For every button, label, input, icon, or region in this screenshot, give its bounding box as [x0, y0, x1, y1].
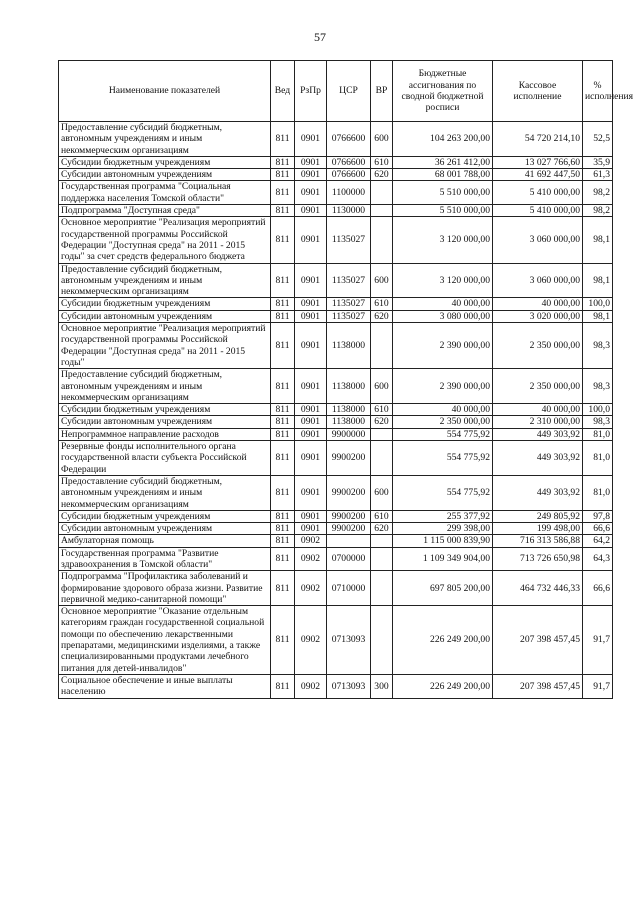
- row-csr: 0700000: [327, 547, 371, 571]
- table-row: [59, 169, 613, 181]
- row-csr: 0766600: [327, 156, 371, 168]
- row-budget: 226 249 200,00: [393, 674, 493, 698]
- row-ved: 811: [271, 535, 295, 547]
- row-budget: 255 377,92: [393, 510, 493, 522]
- row-vr: 610: [371, 156, 393, 168]
- page-number: 57: [314, 30, 326, 44]
- row-ved: 811: [271, 404, 295, 416]
- row-pct: 98,3: [583, 369, 613, 404]
- row-name: Субсидии автономным учреждениям: [59, 416, 271, 428]
- row-vr: 300: [371, 674, 393, 698]
- row-csr: 1138000: [327, 369, 371, 404]
- row-rzpr: 0901: [295, 510, 327, 522]
- row-name: Предоставление субсидий бюджетным, автономным учреждениям и иным некоммерческим организациям: [59, 263, 271, 298]
- table-row: [59, 310, 613, 322]
- row-csr: 9900200: [327, 523, 371, 535]
- header-csr: ЦСР: [327, 61, 371, 122]
- table-row: [59, 404, 613, 416]
- row-pct: 52,5: [583, 122, 613, 157]
- row-name: Непрограммное направление расходов: [59, 428, 271, 440]
- row-name: Основное мероприятие "Оказание отдельным категориям граждан государственной социальной помощи по обеспечению лекарственными препаратами, медицинскими изделиями, а также специализированными продуктами лечебного питания для детей-инвалидов": [59, 606, 271, 675]
- row-pct: 98,1: [583, 310, 613, 322]
- row-ved: 811: [271, 475, 295, 510]
- row-budget: 2 350 000,00: [393, 416, 493, 428]
- row-pct: 35,9: [583, 156, 613, 168]
- row-pct: 81,0: [583, 475, 613, 510]
- header-rzpr: РзПр: [295, 61, 327, 122]
- row-csr: 1135027: [327, 263, 371, 298]
- row-cash: 41 692 447,50: [493, 169, 583, 181]
- row-vr: [371, 181, 393, 205]
- row-rzpr: 0901: [295, 416, 327, 428]
- row-rzpr: 0901: [295, 169, 327, 181]
- row-name: Субсидии автономным учреждениям: [59, 310, 271, 322]
- row-csr: 0766600: [327, 122, 371, 157]
- row-name: Субсидии бюджетным учреждениям: [59, 404, 271, 416]
- row-ved: 811: [271, 674, 295, 698]
- row-cash: 2 350 000,00: [493, 369, 583, 404]
- row-name: Субсидии автономным учреждениям: [59, 523, 271, 535]
- table-row: [59, 535, 613, 547]
- row-budget: 3 080 000,00: [393, 310, 493, 322]
- row-rzpr: 0901: [295, 523, 327, 535]
- row-vr: 620: [371, 169, 393, 181]
- row-cash: 249 805,92: [493, 510, 583, 522]
- row-vr: [371, 441, 393, 476]
- row-rzpr: 0901: [295, 428, 327, 440]
- row-vr: 620: [371, 523, 393, 535]
- row-cash: 716 313 586,88: [493, 535, 583, 547]
- row-budget: 554 775,92: [393, 475, 493, 510]
- row-csr: 1135027: [327, 298, 371, 310]
- row-rzpr: 0901: [295, 298, 327, 310]
- row-csr: 9900200: [327, 475, 371, 510]
- header-pct: % исполнения: [583, 61, 613, 122]
- row-budget: 226 249 200,00: [393, 606, 493, 675]
- row-cash: 13 027 766,60: [493, 156, 583, 168]
- row-ved: 811: [271, 547, 295, 571]
- row-ved: 811: [271, 181, 295, 205]
- header-ved: Вед: [271, 61, 295, 122]
- row-name: Амбулаторная помощь: [59, 535, 271, 547]
- row-cash: 449 303,92: [493, 441, 583, 476]
- row-name: Основное мероприятие "Реализация мероприятий государственной программы Российской Федерации "Доступная среда" на 2011 - 2015 годы" за счет средств федерального бюджета: [59, 217, 271, 263]
- row-pct: 64,3: [583, 547, 613, 571]
- row-ved: 811: [271, 263, 295, 298]
- row-budget: 40 000,00: [393, 404, 493, 416]
- row-pct: 66,6: [583, 523, 613, 535]
- row-vr: [371, 606, 393, 675]
- row-budget: 2 390 000,00: [393, 369, 493, 404]
- row-csr: 1138000: [327, 416, 371, 428]
- row-rzpr: 0901: [295, 263, 327, 298]
- row-ved: 811: [271, 205, 295, 217]
- row-name: Субсидии бюджетным учреждениям: [59, 156, 271, 168]
- row-name: Государственная программа "Социальная поддержка населения Томской области": [59, 181, 271, 205]
- row-pct: 100,0: [583, 404, 613, 416]
- row-csr: 0713093: [327, 606, 371, 675]
- row-ved: 811: [271, 298, 295, 310]
- row-budget: 554 775,92: [393, 428, 493, 440]
- row-name: Социальное обеспечение и иные выплаты населению: [59, 674, 271, 698]
- row-rzpr: 0901: [295, 122, 327, 157]
- table-row: [59, 205, 613, 217]
- row-vr: 600: [371, 475, 393, 510]
- row-pct: 81,0: [583, 441, 613, 476]
- table-row: [59, 217, 613, 263]
- row-rzpr: 0901: [295, 217, 327, 263]
- table-row: [59, 416, 613, 428]
- table-header-row: [59, 61, 613, 122]
- row-csr: 1130000: [327, 205, 371, 217]
- row-ved: 811: [271, 323, 295, 369]
- row-ved: 811: [271, 416, 295, 428]
- row-vr: 610: [371, 298, 393, 310]
- table-row: [59, 523, 613, 535]
- table-row: [59, 606, 613, 675]
- row-budget: 299 398,00: [393, 523, 493, 535]
- table-row: [59, 181, 613, 205]
- row-budget: 554 775,92: [393, 441, 493, 476]
- row-vr: 610: [371, 404, 393, 416]
- row-vr: 620: [371, 310, 393, 322]
- row-csr: 1138000: [327, 323, 371, 369]
- row-cash: 2 350 000,00: [493, 323, 583, 369]
- row-budget: 68 001 788,00: [393, 169, 493, 181]
- row-pct: 98,1: [583, 217, 613, 263]
- row-name: Субсидии автономным учреждениям: [59, 169, 271, 181]
- row-ved: 811: [271, 369, 295, 404]
- row-pct: 66,6: [583, 571, 613, 606]
- row-ved: 811: [271, 441, 295, 476]
- row-pct: 98,2: [583, 181, 613, 205]
- row-rzpr: 0902: [295, 547, 327, 571]
- row-vr: [371, 547, 393, 571]
- row-csr: 9900000: [327, 428, 371, 440]
- table-row: [59, 263, 613, 298]
- row-cash: 207 398 457,45: [493, 674, 583, 698]
- row-pct: 91,7: [583, 674, 613, 698]
- row-pct: 98,1: [583, 263, 613, 298]
- row-ved: 811: [271, 523, 295, 535]
- row-cash: 207 398 457,45: [493, 606, 583, 675]
- row-ved: 811: [271, 571, 295, 606]
- row-rzpr: 0901: [295, 323, 327, 369]
- row-cash: 449 303,92: [493, 428, 583, 440]
- row-pct: 97,8: [583, 510, 613, 522]
- table-row: [59, 441, 613, 476]
- row-vr: [371, 571, 393, 606]
- row-pct: 81,0: [583, 428, 613, 440]
- row-pct: 64,2: [583, 535, 613, 547]
- row-vr: 620: [371, 416, 393, 428]
- row-name: Субсидии бюджетным учреждениям: [59, 510, 271, 522]
- row-name: Предоставление субсидий бюджетным, автономным учреждениям и иным некоммерческим организациям: [59, 475, 271, 510]
- row-vr: [371, 535, 393, 547]
- table-row: [59, 571, 613, 606]
- row-vr: [371, 205, 393, 217]
- row-rzpr: 0901: [295, 181, 327, 205]
- row-ved: 811: [271, 122, 295, 157]
- table-row: [59, 298, 613, 310]
- row-ved: 811: [271, 510, 295, 522]
- row-rzpr: 0902: [295, 571, 327, 606]
- row-cash: 40 000,00: [493, 298, 583, 310]
- row-csr: 9900200: [327, 441, 371, 476]
- row-cash: 5 410 000,00: [493, 205, 583, 217]
- row-cash: 54 720 214,10: [493, 122, 583, 157]
- row-pct: 61,3: [583, 169, 613, 181]
- row-budget: 5 510 000,00: [393, 181, 493, 205]
- row-vr: [371, 428, 393, 440]
- row-pct: 91,7: [583, 606, 613, 675]
- row-rzpr: 0901: [295, 404, 327, 416]
- row-ved: 811: [271, 156, 295, 168]
- row-pct: 100,0: [583, 298, 613, 310]
- row-budget: 2 390 000,00: [393, 323, 493, 369]
- row-budget: 1 109 349 904,00: [393, 547, 493, 571]
- row-name: Предоставление субсидий бюджетным, автономным учреждениям и иным некоммерческим организациям: [59, 122, 271, 157]
- row-rzpr: 0901: [295, 369, 327, 404]
- row-name: Подпрограмма "Доступная среда": [59, 205, 271, 217]
- header-cash: Кассовое исполнение: [493, 61, 583, 122]
- row-budget: 3 120 000,00: [393, 217, 493, 263]
- table-row: [59, 674, 613, 698]
- row-budget: 1 115 000 839,90: [393, 535, 493, 547]
- row-csr: 0710000: [327, 571, 371, 606]
- row-cash: 199 498,00: [493, 523, 583, 535]
- header-name: Наименование показателей: [59, 61, 271, 122]
- row-csr: 1135027: [327, 217, 371, 263]
- row-rzpr: 0902: [295, 535, 327, 547]
- row-ved: 811: [271, 217, 295, 263]
- row-name: Субсидии бюджетным учреждениям: [59, 298, 271, 310]
- row-name: Предоставление субсидий бюджетным, автономным учреждениям и иным некоммерческим организациям: [59, 369, 271, 404]
- table-row: [59, 547, 613, 571]
- row-cash: 464 732 446,33: [493, 571, 583, 606]
- header-vr: ВР: [371, 61, 393, 122]
- row-rzpr: 0902: [295, 674, 327, 698]
- row-csr: 1135027: [327, 310, 371, 322]
- table-row: [59, 428, 613, 440]
- row-rzpr: 0901: [295, 441, 327, 476]
- row-name: Подпрограмма "Профилактика заболеваний и формирование здорового образа жизни. Развитие первичной медико-санитарной помощи": [59, 571, 271, 606]
- row-ved: 811: [271, 606, 295, 675]
- row-vr: 600: [371, 369, 393, 404]
- row-cash: 713 726 650,98: [493, 547, 583, 571]
- row-csr: [327, 535, 371, 547]
- table-row: [59, 323, 613, 369]
- row-vr: [371, 323, 393, 369]
- row-pct: 98,3: [583, 323, 613, 369]
- row-budget: 3 120 000,00: [393, 263, 493, 298]
- header-budget: Бюджетные ассигнования по сводной бюджетной росписи: [393, 61, 493, 122]
- row-csr: 9900200: [327, 510, 371, 522]
- row-vr: [371, 217, 393, 263]
- row-budget: 40 000,00: [393, 298, 493, 310]
- row-rzpr: 0901: [295, 156, 327, 168]
- row-cash: 3 020 000,00: [493, 310, 583, 322]
- row-vr: 600: [371, 263, 393, 298]
- row-vr: 600: [371, 122, 393, 157]
- row-csr: 1138000: [327, 404, 371, 416]
- row-name: Резервные фонды исполнительного органа государственной власти субъекта Российской Федерации: [59, 441, 271, 476]
- table-row: [59, 369, 613, 404]
- row-csr: 0713093: [327, 674, 371, 698]
- table-row: [59, 122, 613, 157]
- row-name: Государственная программа "Развитие здравоохранения в Томской области": [59, 547, 271, 571]
- row-ved: 811: [271, 428, 295, 440]
- row-csr: 1100000: [327, 181, 371, 205]
- row-cash: 449 303,92: [493, 475, 583, 510]
- budget-table: [58, 60, 634, 699]
- table-row: [59, 510, 613, 522]
- row-ved: 811: [271, 169, 295, 181]
- row-csr: 0766600: [327, 169, 371, 181]
- row-rzpr: 0901: [295, 310, 327, 322]
- row-budget: 36 261 412,00: [393, 156, 493, 168]
- row-cash: 3 060 000,00: [493, 263, 583, 298]
- row-rzpr: 0901: [295, 475, 327, 510]
- row-pct: 98,2: [583, 205, 613, 217]
- row-budget: 5 510 000,00: [393, 205, 493, 217]
- row-cash: 3 060 000,00: [493, 217, 583, 263]
- row-cash: 40 000,00: [493, 404, 583, 416]
- row-budget: 104 263 200,00: [393, 122, 493, 157]
- table-row: [59, 156, 613, 168]
- row-rzpr: 0902: [295, 606, 327, 675]
- row-name: Основное мероприятие "Реализация мероприятий государственной программы Российской Федерации "Доступная среда" на 2011 - 2015 годы": [59, 323, 271, 369]
- table-row: [59, 475, 613, 510]
- row-rzpr: 0901: [295, 205, 327, 217]
- row-cash: 5 410 000,00: [493, 181, 583, 205]
- row-cash: 2 310 000,00: [493, 416, 583, 428]
- row-pct: 98,3: [583, 416, 613, 428]
- row-budget: 697 805 200,00: [393, 571, 493, 606]
- row-vr: 610: [371, 510, 393, 522]
- row-ved: 811: [271, 310, 295, 322]
